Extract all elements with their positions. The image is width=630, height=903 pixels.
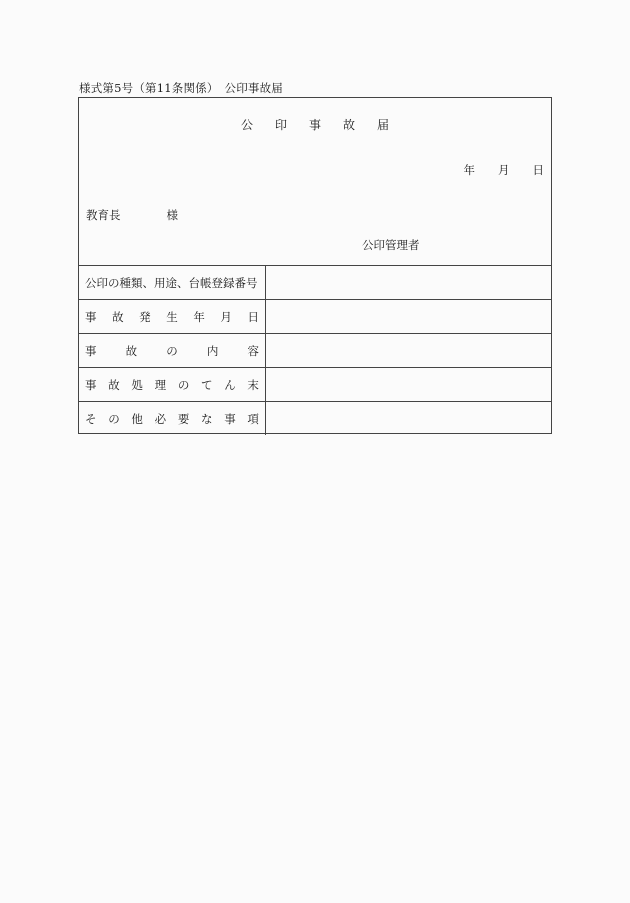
label-char: 事 — [85, 377, 97, 392]
seal-manager-label: 公印管理者 — [362, 238, 420, 252]
row-label — [79, 402, 266, 435]
row-label-text — [85, 343, 259, 359]
label-char: 必 — [154, 411, 167, 426]
form-row — [79, 266, 551, 300]
label-char: 生 — [166, 309, 178, 324]
date-line: 年 月 日 — [463, 163, 544, 177]
form-row — [79, 300, 551, 334]
row-label — [79, 368, 266, 401]
addressee: 教育長 様 — [86, 208, 178, 222]
form-row — [79, 334, 551, 368]
label-char: な — [201, 411, 213, 426]
row-label — [79, 334, 266, 367]
row-label-text — [85, 309, 259, 325]
form-row — [79, 402, 551, 435]
row-label — [79, 266, 266, 299]
label-char: 内 — [206, 343, 219, 358]
label-char: 項 — [247, 411, 259, 426]
label-char: 理 — [154, 377, 167, 392]
row-value-field[interactable] — [266, 368, 551, 401]
label-char: 容 — [247, 343, 259, 358]
label-char: ん — [224, 377, 236, 392]
label-char: 事 — [224, 411, 236, 426]
row-value-field[interactable] — [266, 334, 551, 367]
form-caption: 様式第5号（第11条関係） 公印事故届 — [79, 81, 283, 95]
label-char: 事 — [85, 309, 97, 324]
label-char: 要 — [177, 411, 190, 426]
label-char: 日 — [247, 309, 259, 324]
row-label-text — [85, 377, 259, 393]
label-char: そ — [85, 411, 97, 426]
label-char: 末 — [247, 377, 259, 392]
row-value-field[interactable] — [266, 402, 551, 435]
label-char: の — [177, 377, 190, 392]
label-char: の — [108, 411, 120, 426]
row-label — [79, 300, 266, 333]
row-label-text — [85, 411, 259, 427]
label-char: 故 — [108, 377, 120, 392]
accident-report-form — [78, 97, 552, 434]
label-char: 故 — [125, 343, 138, 358]
label-char: の — [166, 343, 178, 358]
label-char: 故 — [112, 309, 124, 324]
row-value-field[interactable] — [266, 266, 551, 299]
label-char: 事 — [85, 343, 97, 358]
label-char: 年 — [193, 309, 205, 324]
form-header — [79, 98, 551, 266]
label-char: て — [201, 377, 213, 392]
form-title: 公印事故届 — [240, 118, 411, 132]
row-label-text: 公印の種類、用途、台帳登録番号 — [85, 275, 258, 290]
form-row — [79, 368, 551, 402]
form-rows — [79, 266, 551, 435]
row-value-field[interactable] — [266, 300, 551, 333]
label-char: 月 — [220, 309, 232, 324]
label-char: 他 — [131, 411, 143, 426]
label-char: 処 — [131, 377, 143, 392]
label-char: 発 — [139, 309, 151, 324]
